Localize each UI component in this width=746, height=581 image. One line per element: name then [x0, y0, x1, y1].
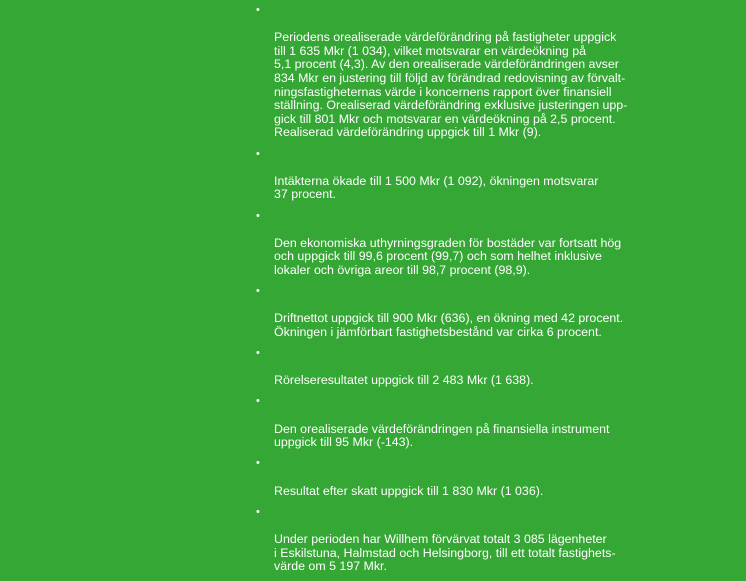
bullet-text: Driftnettot uppgick till 900 Mkr (636), en ökning med 42 procent. Ökningen i jämförbart fastighetsbestånd var cirka 6 procent. — [274, 311, 624, 339]
bullet-icon: • — [256, 395, 260, 408]
bullet-item-revenue — [256, 148, 736, 202]
bullet-icon: • — [256, 347, 260, 360]
bullet-icon: • — [256, 147, 260, 160]
bullet-text: Rörelseresultatet uppgick till 2 483 Mkr (1 638). — [274, 373, 534, 388]
bullet-text: Den orealiserade värdeförändringen på finansiella instrument uppgick till 95 Mkr (-143). — [274, 421, 610, 450]
bullet-icon: • — [256, 4, 260, 16]
bullet-icon: • — [256, 209, 260, 222]
highlights-bullet-list — [256, 0, 736, 581]
bullet-text: Under perioden har Willhem förvärvat totalt 3 085 lägenheter i Eskilstuna, Halmstad och Helsingborg, till ett totalt fastighets- värde om 5 197 Mkr. — [274, 531, 616, 574]
bullet-item-unrealized-value-change — [256, 4, 736, 140]
bullet-item-acquisitions — [256, 506, 736, 574]
bullet-item-profit-after-tax — [256, 457, 736, 498]
bullet-item-net-operating-income — [256, 285, 736, 339]
bullet-item-occupancy-rate — [256, 210, 736, 278]
bullet-text: Periodens orealiserade värdeförändring på fastigheter uppgick till 1 635 Mkr (1 034), vilket motsvarar en värdeökning på 5,1 procent (4,3). Av den orealiserade värdeförändringen avser 834 Mkr en justering till följd av förändrad redovisning av förvalt- ningsfastigheternas värde i koncernens rapport över finansiell ställning. Orealiserad värdeförändring exklusive justeringen upp- gick till 801 Mkr och motsvarar en värdeökning på 2,5 procent. Realiserad värdeförändring uppgick till 1 Mkr (9). — [274, 30, 628, 140]
bullet-icon: • — [256, 285, 260, 298]
bullet-icon: • — [256, 457, 260, 470]
bullet-text: Resultat efter skatt uppgick till 1 830 Mkr (1 036). — [274, 483, 544, 498]
bullet-text: Den ekonomiska uthyrningsgraden för bostäder var fortsatt hög och uppgick till 99,6 procent (99,7) och som helhet inklusive lokaler och övriga areor till 98,7 procent (98,9). — [274, 235, 622, 277]
bullet-icon: • — [256, 505, 260, 518]
bullet-text: Intäkterna ökade till 1 500 Mkr (1 092), ökningen motsvarar 37 procent. — [274, 173, 599, 202]
bullet-item-financial-instruments — [256, 395, 736, 449]
bullet-item-operating-profit — [256, 347, 736, 388]
